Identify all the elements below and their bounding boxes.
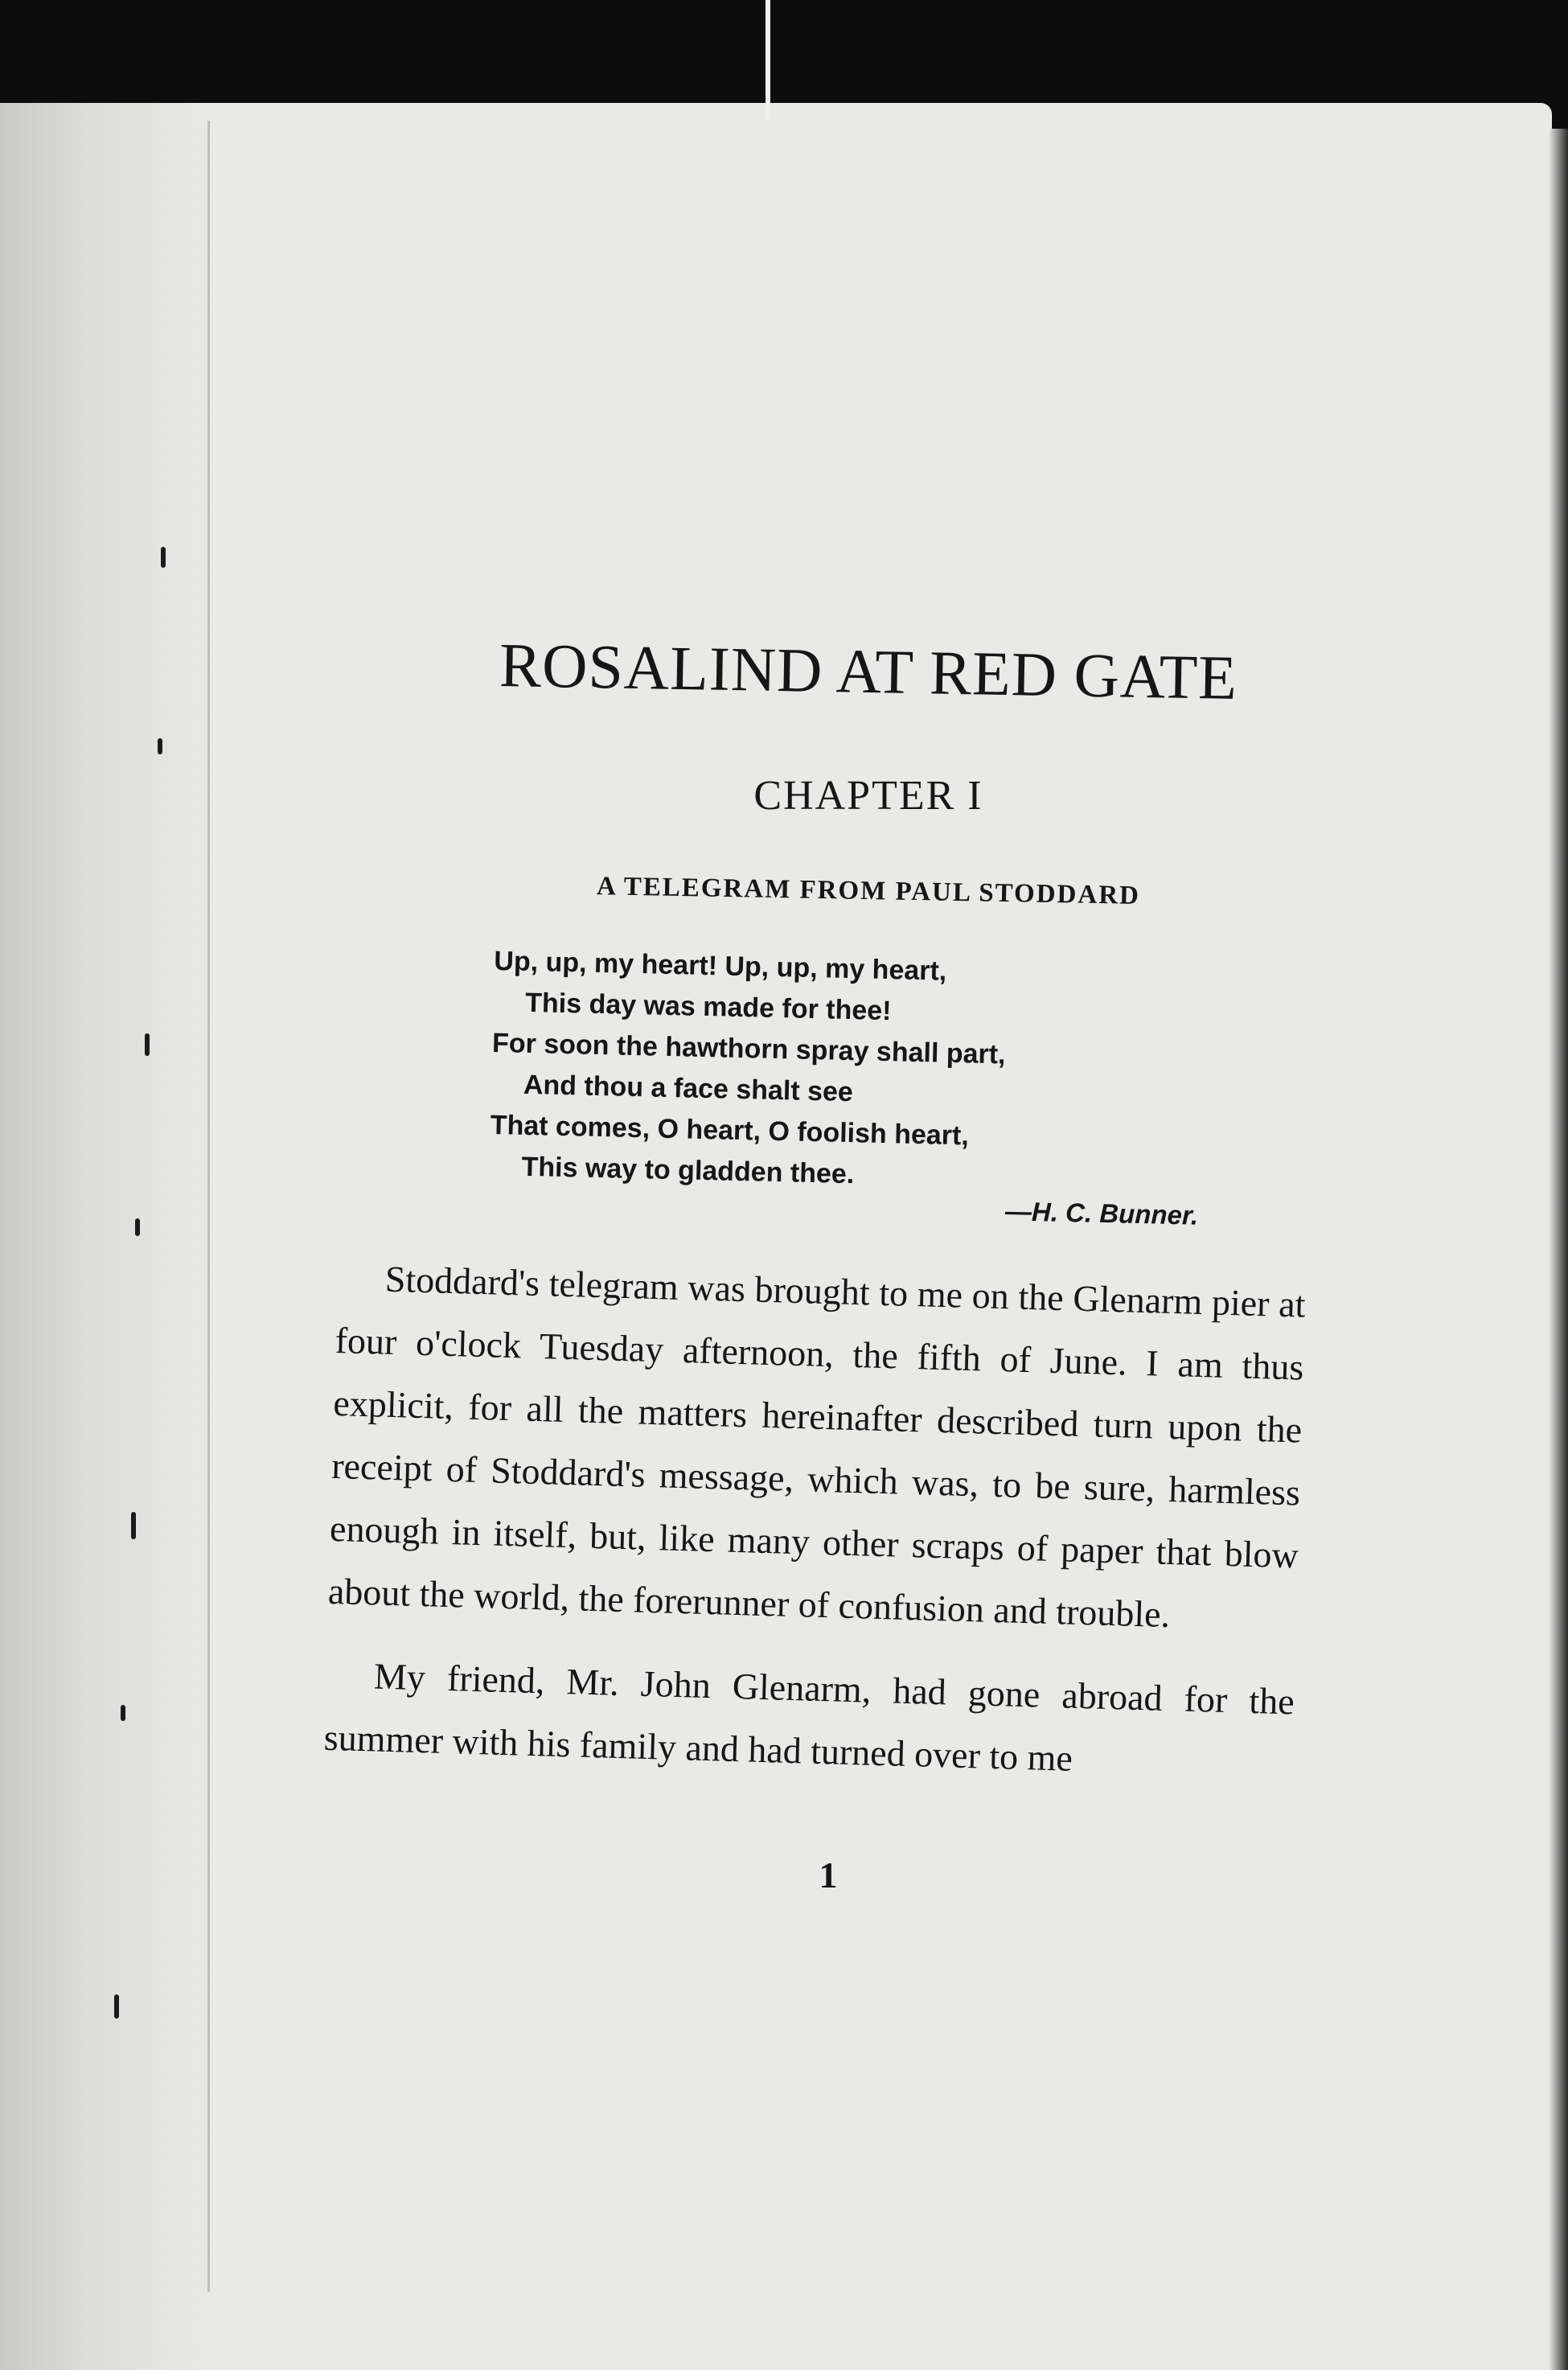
margin-speck — [121, 1705, 125, 1721]
page-right-edge — [1549, 129, 1568, 2370]
poem-line: This day was made for thee! — [524, 987, 892, 1027]
poem-line: Up, up, my heart! Up, up, my heart, — [494, 945, 947, 987]
page-gutter-line — [207, 121, 210, 2292]
margin-speck — [114, 1994, 119, 2019]
chapter-heading: CHAPTER I — [753, 773, 983, 819]
poem-line: This way to gladden thee. — [521, 1151, 855, 1190]
body-paragraph: Stoddard's telegram was brought to me on the Glenarm pier at four o'clock Tuesday afternoon, the fifth of June. I am thus explicit, for all the matters hereinafter described turn upon the receipt of Stoddard's message, which was, to be sure, harmless enough in itself, but, like many other scraps of paper that blow about the world, the forerunner of confusion and trouble. — [327, 1258, 1307, 1636]
margin-speck — [145, 1033, 150, 1056]
poem-line: And thou a face shalt see — [523, 1069, 854, 1108]
poem-line: For soon the hawthorn spray shall part, — [491, 1027, 1006, 1070]
margin-speck — [135, 1218, 140, 1236]
page-number: 1 — [819, 1855, 838, 1896]
epigraph-poem — [489, 941, 1218, 1203]
book-page — [0, 103, 1552, 2370]
chapter-body — [322, 1247, 1306, 1817]
poem-line: That comes, O heart, O foolish heart, — [490, 1109, 970, 1152]
book-title: ROSALIND AT RED GATE — [499, 629, 1238, 713]
body-paragraph: My friend, Mr. John Glenarm, had gone abroad for the summer with his family and had turned over to me — [323, 1655, 1295, 1779]
margin-speck — [161, 547, 166, 568]
page-binding-shadow — [0, 103, 217, 2370]
margin-speck — [158, 738, 162, 754]
epigraph-attribution: —H. C. Bunner. — [1004, 1196, 1199, 1230]
top-crease-mark — [766, 0, 770, 121]
margin-speck — [131, 1512, 136, 1539]
chapter-subtitle: A TELEGRAM FROM PAUL STODDARD — [596, 872, 1141, 910]
